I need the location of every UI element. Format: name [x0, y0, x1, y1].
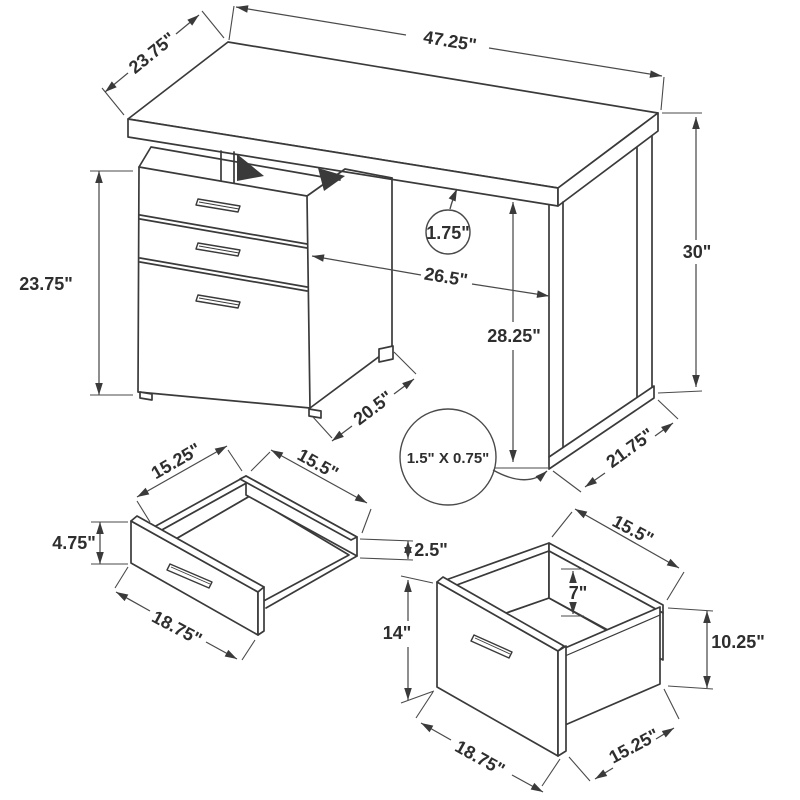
dim-line-fd-front-width-a	[421, 723, 451, 740]
dim-line-fd-front-width-b	[512, 775, 543, 792]
dim-line-fd-bottom-depth-a	[595, 768, 613, 779]
dim-line-leg-depth-a	[585, 473, 605, 487]
dim-desk-clearance-height: 28.25"	[487, 326, 541, 346]
leg-frame-runner	[549, 386, 654, 469]
dim-desk-top-thickness: 1.75"	[426, 223, 470, 243]
dim-sd-side-height: 2.5"	[414, 540, 448, 560]
dim-line-top-depth-a	[176, 15, 199, 34]
dim-sd-inner-width: 15.25"	[147, 438, 205, 484]
dim-line-top-width-a	[236, 7, 406, 35]
dim-sd-inner-depth: 15.5"	[294, 444, 342, 484]
dim-desk-top-width: 47.25"	[421, 26, 479, 56]
dim-sd-front-width: 18.75"	[148, 606, 206, 650]
thickness-callout-leader	[450, 189, 457, 209]
dim-fd-front-width: 18.75"	[451, 736, 509, 780]
dim-desk-leg-depth: 21.75"	[602, 424, 658, 472]
dim-fd-inner-depth: 15.5"	[609, 510, 657, 550]
dim-line-top-depth-b	[105, 73, 128, 92]
dim-line-leg-depth-b	[655, 423, 673, 436]
dim-fd-bottom-depth: 15.25"	[605, 724, 663, 768]
leg-tube-callout-leader	[493, 470, 547, 480]
fd-front-panel-end-cap	[558, 646, 566, 756]
sd-front-panel-end-cap	[258, 587, 264, 635]
dim-line-sd-front-width-a	[116, 592, 150, 611]
dim-line-sd-front-width-b	[206, 642, 237, 659]
dim-fd-side-height: 10.25"	[711, 632, 765, 652]
file-drawer-structure	[437, 543, 663, 756]
dim-line-knee-width-b	[472, 284, 549, 296]
dim-line-top-width-b	[489, 48, 662, 76]
dim-line-knee-width-a	[312, 256, 421, 275]
desk-drawing	[19, 6, 711, 505]
dim-desk-pedestal-depth: 20.5"	[349, 386, 397, 430]
dim-fd-front-height: 14"	[382, 623, 412, 643]
dim-desk-overall-height: 30"	[682, 242, 712, 262]
dim-sd-front-height: 4.75"	[52, 533, 96, 553]
dim-desk-top-depth: 23.75"	[124, 28, 180, 78]
dim-desk-knee-width: 26.5"	[422, 263, 470, 291]
dim-fd-inner-clearance: 7"	[568, 583, 588, 603]
dim-line-pedestal-depth-a	[332, 426, 352, 441]
dim-desk-leg-tube: 1.5" X 0.75"	[406, 450, 490, 467]
dim-desk-pedestal-height: 23.75"	[19, 274, 73, 294]
dim-line-pedestal-depth-b	[394, 379, 414, 394]
